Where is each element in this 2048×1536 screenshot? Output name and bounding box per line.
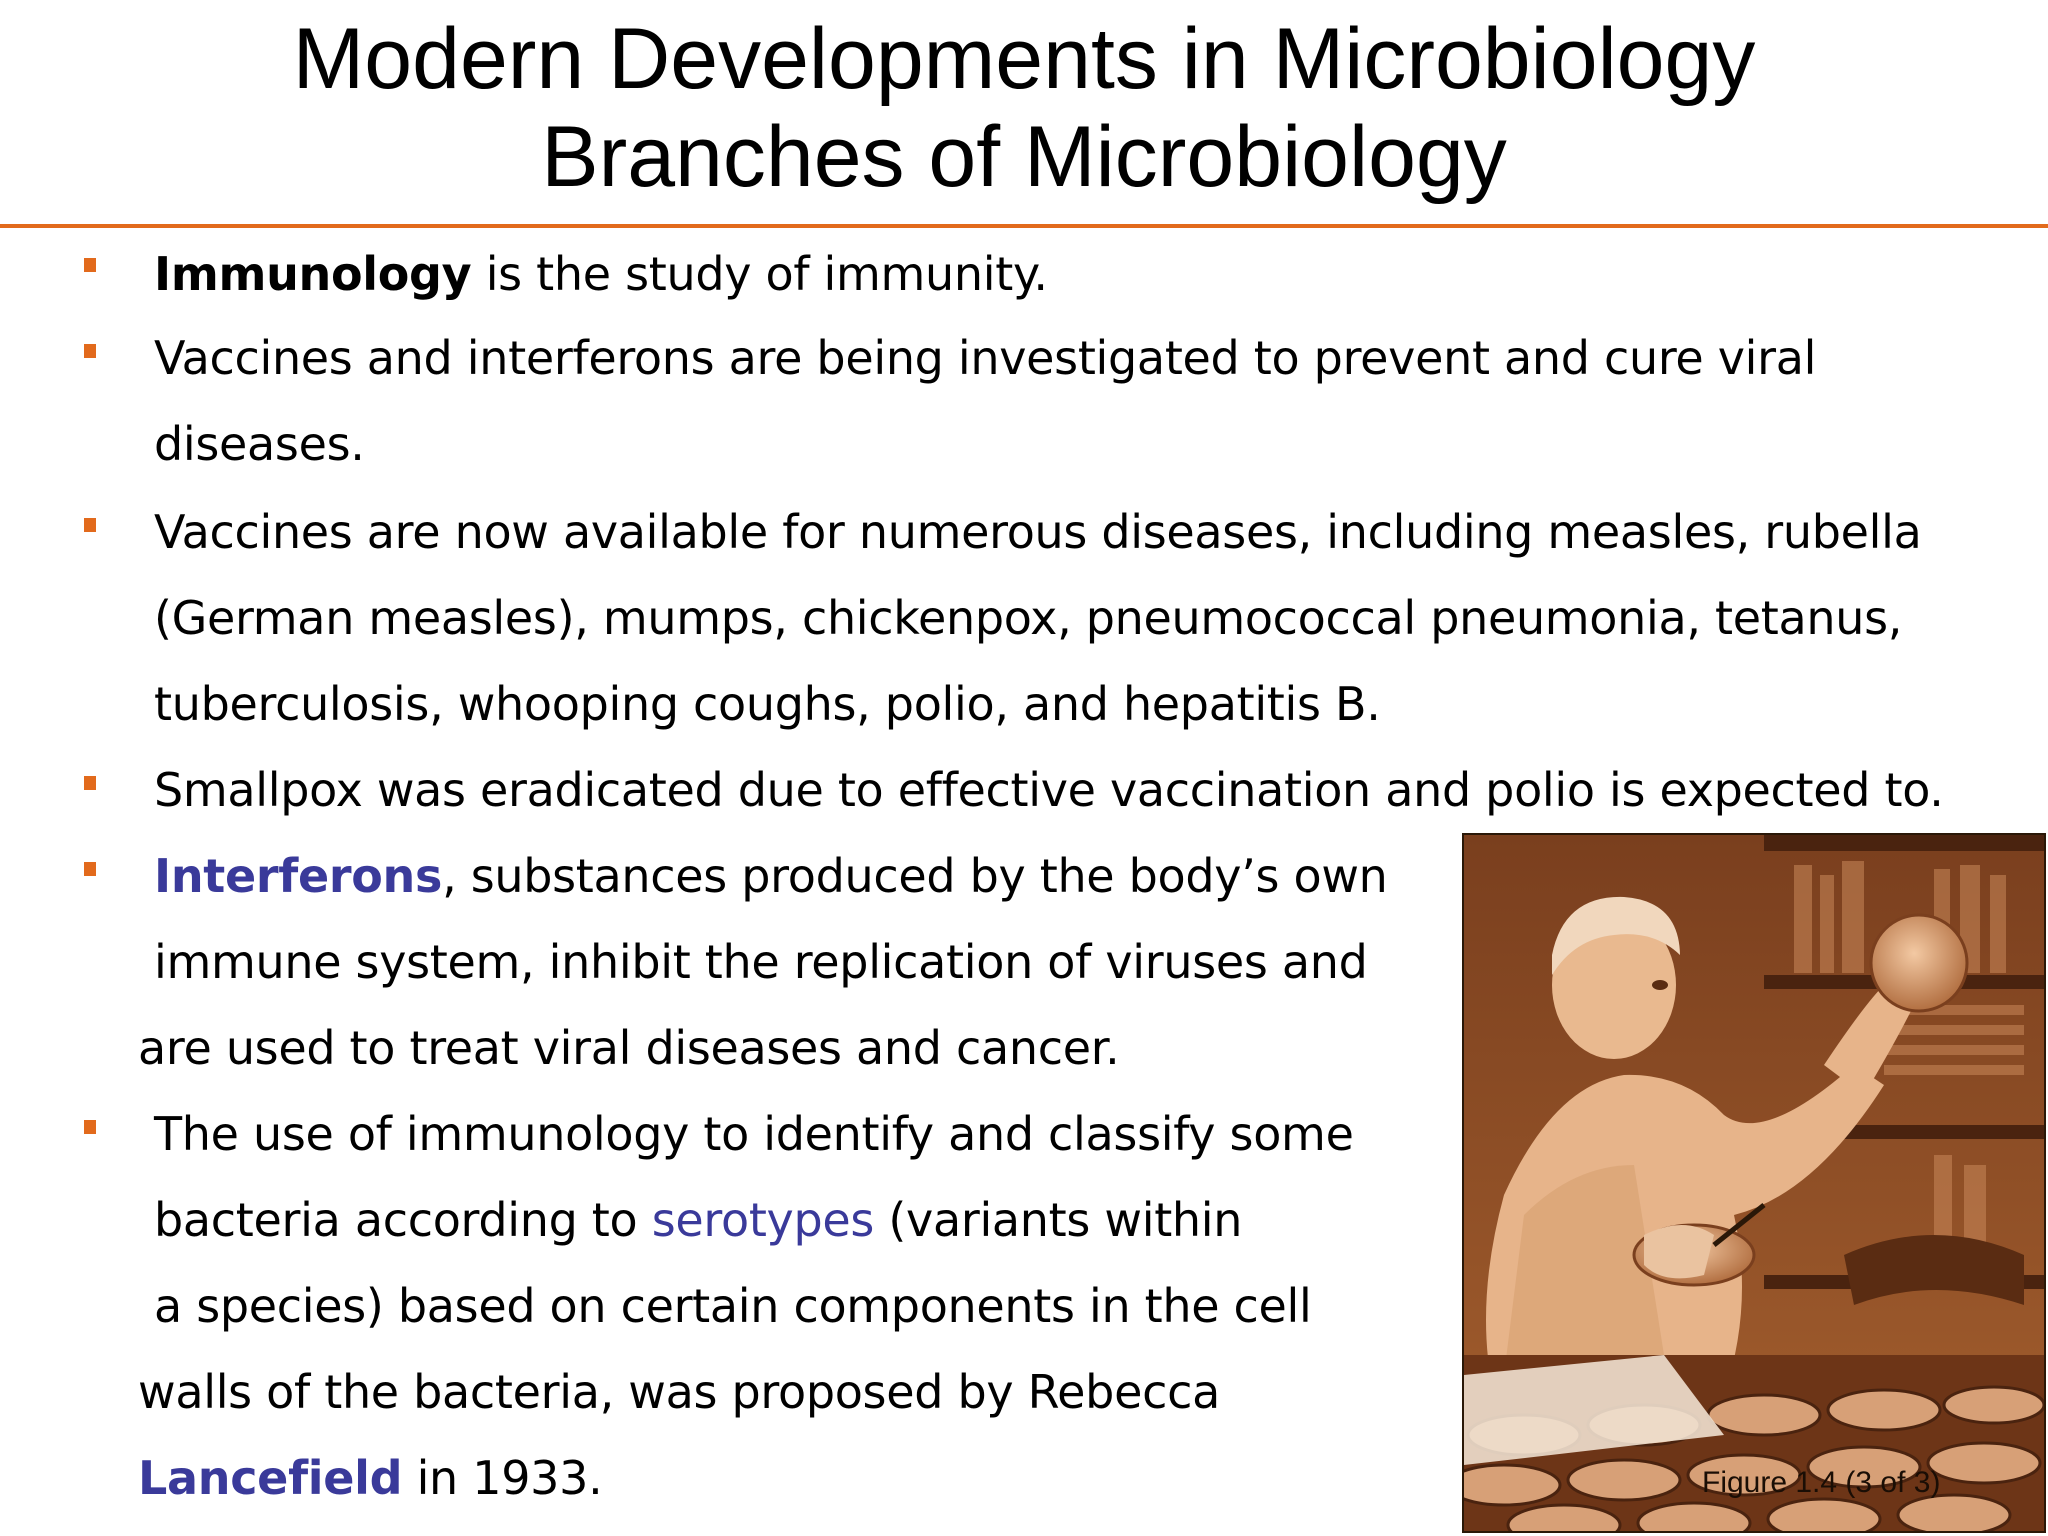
term-serotypes: serotypes — [651, 1193, 875, 1247]
bullet-serotypes-line-4: walls of the bacteria, was proposed by Rebecca — [138, 1365, 1220, 1419]
bullet-interferons-line-3: are used to treat viral diseases and cancer. — [138, 1021, 1120, 1075]
bullet-vaccines-available-line-3: tuberculosis, whooping coughs, polio, and hepatitis B. — [154, 677, 1381, 731]
lab-scene-illustration — [1464, 835, 2044, 1531]
figure-caption: Figure 1.4 (3 of 3) — [1702, 1466, 1941, 1499]
bullet-vaccines-interferons-line-1: Vaccines and interferons are being investigated to prevent and cure viral — [154, 331, 1817, 385]
title-divider — [0, 224, 2048, 228]
bullet-marker — [84, 518, 96, 532]
bullet-interferons-line-1: Interferons, substances produced by the body’s own — [154, 849, 1388, 903]
slide-title — [0, 10, 2048, 206]
bullet-marker — [84, 1120, 96, 1134]
bullet-immunology: Immunology is the study of immunity. — [154, 247, 1048, 301]
bullet-marker — [84, 344, 96, 358]
bullet-vaccines-interferons-line-2: diseases. — [154, 417, 365, 471]
title-line-2: Branches of Microbiology — [541, 109, 1507, 205]
bullet-vaccines-available-line-2: (German measles), mumps, chickenpox, pneumococcal pneumonia, tetanus, — [154, 591, 1903, 645]
title-line-1: Modern Developments in Microbiology — [292, 11, 1756, 107]
term-immunology: Immunology — [154, 247, 472, 301]
lancefield-photo — [1462, 833, 2046, 1533]
bullet-marker — [84, 776, 96, 790]
term-lancefield: Lancefield — [138, 1451, 403, 1505]
bullet-vaccines-available-line-1: Vaccines are now available for numerous diseases, including measles, rubella — [154, 505, 1922, 559]
bullet-interferons-line-2: immune system, inhibit the replication of viruses and — [154, 935, 1368, 989]
bullet-serotypes-line-5: Lancefield in 1933. — [138, 1451, 603, 1505]
bullet-marker — [84, 258, 96, 272]
bullet-serotypes-line-2: bacteria according to serotypes (variants within — [154, 1193, 1243, 1247]
term-interferons: Interferons — [154, 849, 443, 903]
bullet-marker — [84, 862, 96, 876]
bullet-smallpox: Smallpox was eradicated due to effective vaccination and polio is expected to. — [154, 763, 1944, 817]
bullet-serotypes-line-3: a species) based on certain components in the cell — [154, 1279, 1312, 1333]
bullet-serotypes-line-1: The use of immunology to identify and classify some — [154, 1107, 1354, 1161]
